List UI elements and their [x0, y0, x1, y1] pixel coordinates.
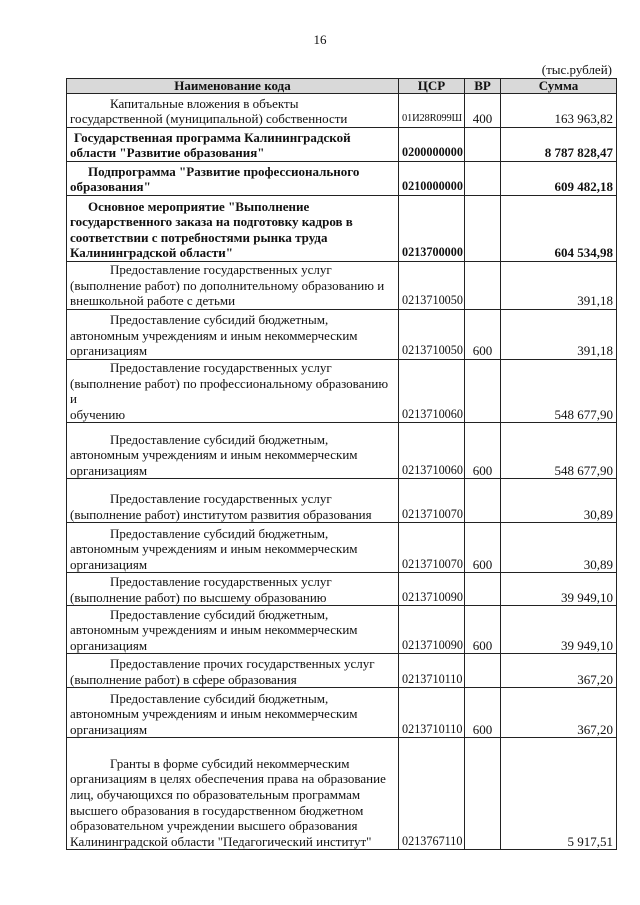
row-sum: 367,20	[501, 654, 617, 688]
row-name: Подпрограмма "Развитие профессионального образования"	[67, 162, 399, 196]
table-row	[67, 523, 617, 573]
row-sum: 30,89	[501, 479, 617, 523]
row-sum: 609 482,18	[501, 162, 617, 196]
row-vr: 600	[465, 606, 501, 654]
row-name: Предоставление прочих государственных услуг (выполнение работ) в сфере образования	[67, 654, 399, 688]
row-name: Гранты в форме субсидий некоммерческим организациям в целях обеспечения права на образование лиц, обучающихся по образовательным программам высшего образования в государственном бюджетном образовательном учреждении высшего образования Калининградской области "Педагогический институт"	[67, 738, 399, 850]
table-row	[67, 310, 617, 360]
table-row	[67, 573, 617, 606]
header-vr: ВР	[465, 79, 501, 94]
row-csr: 0213710110	[399, 654, 465, 688]
row-csr: 0213710070	[399, 479, 465, 523]
row-vr	[465, 196, 501, 262]
row-csr: 0210000000	[399, 162, 465, 196]
row-vr: 600	[465, 423, 501, 479]
row-sum: 391,18	[501, 262, 617, 310]
row-sum: 604 534,98	[501, 196, 617, 262]
row-csr: 0200000000	[399, 128, 465, 162]
row-csr: 0213710090	[399, 606, 465, 654]
row-vr	[465, 128, 501, 162]
row-name: Предоставление субсидий бюджетным, автономным учреждениям и иным некоммерческим организациям	[67, 688, 399, 738]
row-csr: 0213700000	[399, 196, 465, 262]
row-name: Предоставление государственных услуг (выполнение работ) институтом развития образования	[67, 479, 399, 523]
row-name: Предоставление субсидий бюджетным, автономным учреждениям и иным некоммерческим организациям	[67, 423, 399, 479]
table-row	[67, 606, 617, 654]
row-csr: 0213710050	[399, 262, 465, 310]
row-csr: 0213710060	[399, 423, 465, 479]
row-name: Предоставление субсидий бюджетным, автономным учреждениям и иным некоммерческим организациям	[67, 310, 399, 360]
table-row	[67, 262, 617, 310]
row-csr: 0213710090	[399, 573, 465, 606]
table-row	[67, 128, 617, 162]
table-row	[67, 738, 617, 850]
row-name: Государственная программа Калининградской области "Развитие образования"	[67, 128, 399, 162]
row-sum: 548 677,90	[501, 423, 617, 479]
row-name: Предоставление государственных услуг (выполнение работ) по дополнительному образованию и внешкольной работе с детьми	[67, 262, 399, 310]
table-row	[67, 423, 617, 479]
budget-table	[66, 78, 617, 850]
row-name: Предоставление субсидий бюджетным, автономным учреждениям и иным некоммерческим организациям	[67, 606, 399, 654]
row-name: Основное мероприятие "Выполнение государственного заказа на подготовку кадров в соответствии с потребностями рынка труда Калининградской области"	[67, 196, 399, 262]
row-name: Предоставление субсидий бюджетным, автономным учреждениям и иным некоммерческим организациям	[67, 523, 399, 573]
row-vr	[465, 360, 501, 423]
row-csr: 01И28R099Ш	[399, 94, 465, 128]
table-row	[67, 654, 617, 688]
table-row	[67, 162, 617, 196]
table-row	[67, 196, 617, 262]
table-header-row	[67, 79, 617, 94]
header-sum: Сумма	[501, 79, 617, 94]
row-vr: 600	[465, 310, 501, 360]
row-sum: 5 917,51	[501, 738, 617, 850]
row-vr	[465, 654, 501, 688]
table-row	[67, 94, 617, 128]
page-number: 16	[313, 32, 327, 47]
row-csr: 0213710050	[399, 310, 465, 360]
row-csr: 0213767110	[399, 738, 465, 850]
row-vr: 600	[465, 688, 501, 738]
units-label: (тыс.рублей)	[541, 62, 612, 77]
row-sum: 367,20	[501, 688, 617, 738]
header-name: Наименование кода	[67, 79, 399, 94]
row-sum: 163 963,82	[501, 94, 617, 128]
row-vr	[465, 262, 501, 310]
row-vr	[465, 738, 501, 850]
row-csr: 0213710070	[399, 523, 465, 573]
table-row	[67, 360, 617, 423]
row-sum: 548 677,90	[501, 360, 617, 423]
row-vr	[465, 573, 501, 606]
row-name: Предоставление государственных услуг (выполнение работ) по высшему образованию	[67, 573, 399, 606]
row-csr: 0213710110	[399, 688, 465, 738]
row-vr	[465, 479, 501, 523]
row-sum: 391,18	[501, 310, 617, 360]
row-vr	[465, 162, 501, 196]
row-vr: 600	[465, 523, 501, 573]
header-csr: ЦСР	[399, 79, 465, 94]
row-sum: 39 949,10	[501, 573, 617, 606]
table-row	[67, 479, 617, 523]
row-sum: 8 787 828,47	[501, 128, 617, 162]
row-name: Капитальные вложения в объекты государственной (муниципальной) собственности	[67, 94, 399, 128]
table-row	[67, 688, 617, 738]
row-vr: 400	[465, 94, 501, 128]
row-csr: 0213710060	[399, 360, 465, 423]
row-sum: 39 949,10	[501, 606, 617, 654]
row-name: Предоставление государственных услуг (выполнение работ) по профессиональному образованию и обучению	[67, 360, 399, 423]
row-sum: 30,89	[501, 523, 617, 573]
